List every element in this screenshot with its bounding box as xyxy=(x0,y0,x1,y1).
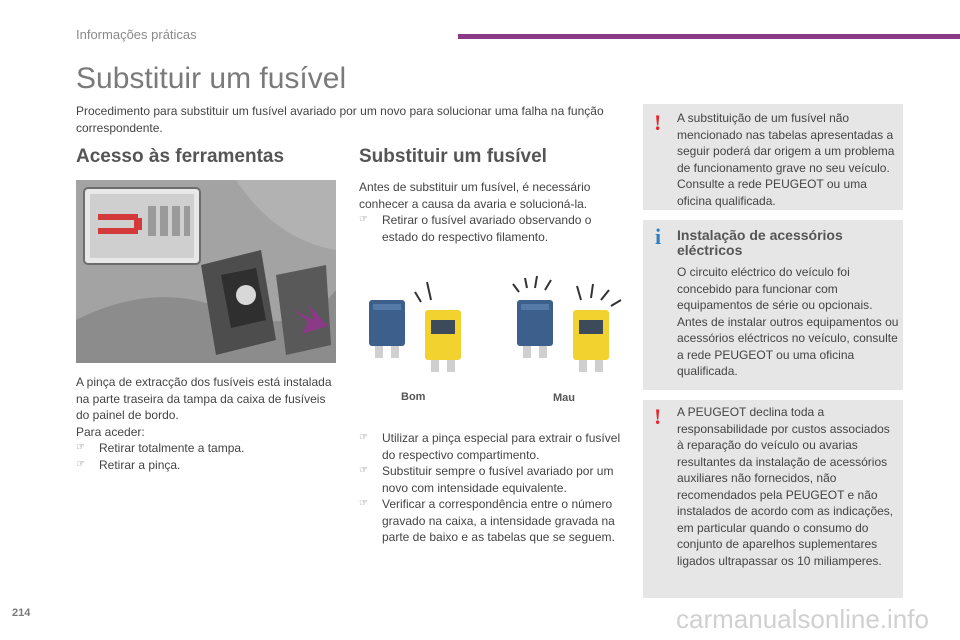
good-fuse-blue xyxy=(369,300,405,358)
acesso-step: ☞ Retirar totalmente a tampa. xyxy=(76,440,336,457)
acesso-steps xyxy=(76,440,336,473)
acesso-step: ☞ Retirar a pinça. xyxy=(76,457,336,474)
watermark: carmanualsonline.info xyxy=(676,604,929,634)
section-label: Informações práticas xyxy=(76,27,197,42)
warning-text-2: A PEUGEOT declina toda a responsabilidade por custos associados à reparação do veículo ou avarias resultantes da instalação de acessórios auxiliares não fornecidos, não recomendados pela PEUGEOT e não instalados de acordo com as indicações, em particular quando o consumo do conjunto de aparelhos suplementares ligados ultrapassar os 10 miliamperes. xyxy=(677,405,894,568)
warning-box-2 xyxy=(643,400,903,598)
header-rule xyxy=(458,34,960,39)
info-icon: i xyxy=(655,224,662,249)
warning-text-1: A substituição de um fusível não mencionado nas tabelas apresentadas a seguir poderá dar origem a um problema de funcionamento grave no seu veículo. Consulte a rede PEUGEOT ou uma oficina qualificada. xyxy=(677,111,895,208)
good-fuse-lines xyxy=(415,282,431,302)
intro-text: Procedimento para substituir um fusível avariado por um novo para solucionar uma falha na função correspondente. xyxy=(76,104,604,135)
warning-icon: ! xyxy=(654,404,662,429)
substituir-step: ☞ Retirar o fusível avariado observando o estado do respectivo filamento. xyxy=(359,212,624,245)
warning-box-1 xyxy=(643,104,903,210)
info-heading: Instalação de acessórios eléctricos xyxy=(677,227,843,258)
good-fuse-yellow xyxy=(425,310,461,372)
fuse-comparison-illustration xyxy=(359,270,629,385)
fuse-box-illustration xyxy=(76,180,336,363)
acesso-description: A pinça de extracção dos fusíveis está instalada na parte traseira da tampa da caixa de fusíveis do painel de bordo. xyxy=(76,375,332,422)
substituir-description: Antes de substituir um fusível, é necessário conhecer a causa da avaria e solucioná-la. xyxy=(359,180,591,211)
bad-fuse-yellow xyxy=(573,310,609,372)
fuse-box-photo xyxy=(76,180,336,363)
substituir-intro-block xyxy=(359,179,624,245)
acesso-para: Para aceder: xyxy=(76,424,145,439)
warning-icon: ! xyxy=(654,110,662,135)
substituir-step: ☞ Utilizar a pinça especial para extrair o fusível do respectivo compartimento. xyxy=(359,430,624,463)
substituir-steps-2 xyxy=(359,430,624,546)
heading-acesso: Acesso às ferramentas xyxy=(76,146,285,167)
substituir-step: ☞ Substituir sempre o fusível avariado por um novo com intensidade equivalente. xyxy=(359,463,624,496)
heading-substituir: Substituir um fusível xyxy=(359,146,547,167)
page-title: Substituir um fusível xyxy=(76,62,347,95)
label-good: Bom xyxy=(401,391,426,403)
info-box xyxy=(643,220,903,390)
page-number: 214 xyxy=(12,607,31,619)
substituir-steps-block xyxy=(359,430,624,546)
substituir-steps-1 xyxy=(359,212,624,245)
label-bad: Mau xyxy=(553,392,575,404)
substituir-step: ☞ Verificar a correspondência entre o número gravado na caixa, a intensidade gravada na parte de baixo e as tabelas que se seguem. xyxy=(359,496,624,546)
acesso-text-block xyxy=(76,374,336,473)
bad-fuse-blue xyxy=(517,300,553,358)
info-text: O circuito eléctrico do veículo foi concebido para funcionar com equipamentos de série ou opcionais. Antes de instalar outros equipamentos ou acessórios eléctricos no veículo, consulte a rede PEUGEOT ou uma oficina qualificada. xyxy=(677,265,899,378)
